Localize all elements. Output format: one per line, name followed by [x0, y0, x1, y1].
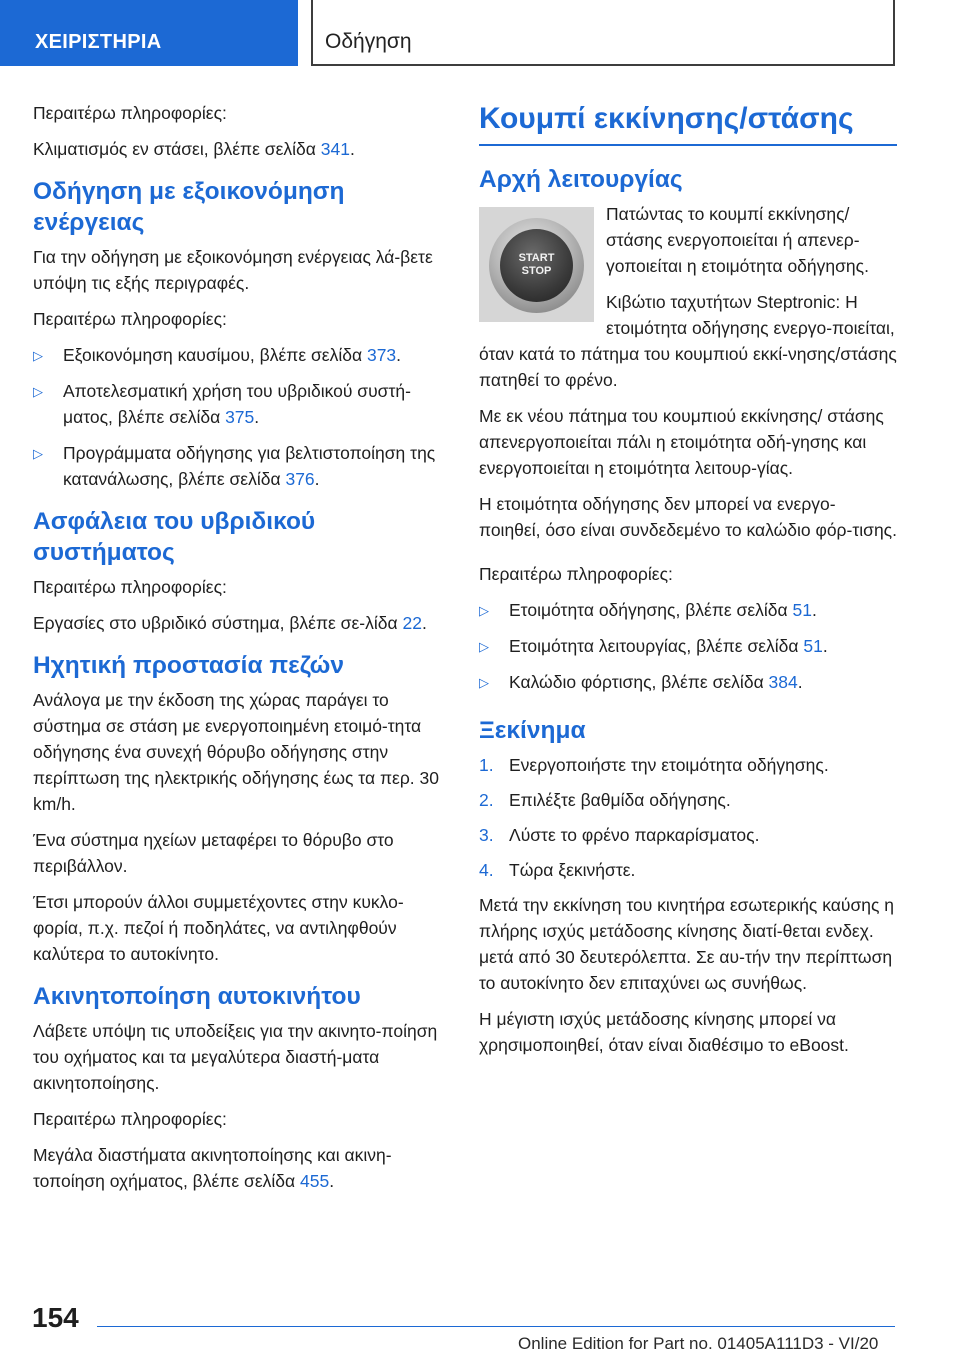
paragraph: Η ετοιμότητα οδήγησης δεν μπορεί να ενεργο-ποιηθεί, όσο είναι συνδεδεμένο το καλώδιο φόρ-τισης.: [479, 494, 897, 540]
paragraph: Η μέγιστη ισχύς μετάδοσης κίνησης μπορεί να χρησιμοποιηθεί, όταν είναι διαθέσιμο το eBoost.: [479, 1009, 849, 1055]
paragraph: Για την οδήγηση με εξοικονόμηση ενέργειας λά-βετε υπόψη τις εξής περιγραφές.: [33, 247, 433, 293]
page-ref-link[interactable]: 375: [225, 407, 255, 427]
page-ref-link[interactable]: 22: [402, 613, 422, 633]
right-column: [479, 100, 897, 1068]
step-item: 3. Λύστε το φρένο παρκαρίσματος.: [479, 825, 760, 845]
button-ring: [489, 218, 584, 313]
button-label-stop: STOP: [521, 265, 552, 277]
page-ref-link[interactable]: 51: [803, 636, 823, 656]
paragraph: Περαιτέρω πληροφορίες:: [33, 1109, 227, 1129]
paragraph: Έτσι μπορούν άλλοι συμμετέχοντες στην κυκλο-φορία, π.χ. πεζοί ή ποδηλάτες, να αντιληφθούν καλύτερα το αυτοκίνητο.: [33, 892, 404, 964]
chapter-title: Οδήγηση: [325, 30, 412, 53]
heading-eco-driving: Οδήγηση με εξοικονόμηση ενέργειας: [33, 178, 345, 236]
triangle-bullet-icon: ▷: [33, 348, 43, 363]
heading-launch: Ξεκίνημα: [479, 717, 586, 744]
triangle-bullet-icon: ▷: [479, 675, 489, 690]
left-column: [33, 100, 451, 1204]
heading-immobilisation: Ακινητοποίηση αυτοκινήτου: [33, 983, 361, 1010]
triangle-bullet-icon: ▷: [479, 639, 489, 654]
paragraph: Ανάλογα με την έκδοση της χώρας παράγει το σύστημα σε στάση με ενεργοποιημένη ετοιμό-τητα οδήγησης ένα συνεχή θόρυβο οδήγησης στην περίπτωση της ηλεκτρικής οδήγησης έως τα περ. 30 km/h.: [33, 690, 439, 814]
paragraph: Μεγάλα διαστήματα ακινητοποίησης και ακινη-τοποίηση οχήματος, βλέπε σελίδα 455.: [33, 1145, 392, 1191]
triangle-bullet-icon: ▷: [479, 603, 489, 618]
list-item: ▷ Εξοικονόμηση καυσίμου, βλέπε σελίδα 373.: [33, 342, 451, 368]
paragraph: Μετά την εκκίνηση του κινητήρα εσωτερικής καύσης η πλήρης ισχύς μετάδοσης κίνησης διατί-θεται ενδεχ. μετά από 30 δευτερόλεπτα. Σε αυ-τήν την περίπτωση το αυτοκίνητο δεν επιταχύνει ως συνήθως.: [479, 895, 895, 993]
footer-divider: [97, 1326, 895, 1327]
edition-text: Online Edition for Part no. 01405A111D3 - VI/20: [518, 1334, 879, 1353]
triangle-bullet-icon: ▷: [33, 384, 43, 399]
page-ref-link[interactable]: 376: [285, 469, 315, 489]
paragraph: Περαιτέρω πληροφορίες:: [33, 577, 227, 597]
paragraph: Εργασίες στο υβριδικό σύστημα, βλέπε σε-λίδα 22.: [33, 613, 427, 633]
button-label-start: START: [518, 252, 555, 264]
eco-ref-list: [33, 342, 451, 492]
heading-acoustic-protection: Ηχητική προστασία πεζών: [33, 652, 344, 679]
page-ref-link[interactable]: 341: [320, 139, 350, 159]
paragraph: Κιβώτιο ταχυτήτων Steptronic: Η ετοιμότητα οδήγησης ενεργο-ποιείται, όταν κατά το πάτημα του κουμπιού εκκί-νησης/στάσης πατηθεί το φρένο.: [479, 292, 897, 390]
heading-hybrid-safety: Ασφάλεια του υβριδικού συστήματος: [33, 508, 316, 566]
launch-steps: [479, 752, 897, 883]
paragraph: Με εκ νέου πάτημα του κουμπιού εκκίνησης/ στάσης απενεργοποιείται πάλι η ετοιμότητα οδή-γησης και ενεργοποιείται η ετοιμότητα λειτουρ-γίας.: [479, 406, 884, 478]
paragraph: Ένα σύστημα ηχείων μεταφέρει το θόρυβο στο περιβάλλον.: [33, 830, 394, 876]
heading-start-stop-button: Κουμπί εκκίνησης/στάσης: [479, 100, 897, 146]
list-item: ▷ Ετοιμότητα οδήγησης, βλέπε σελίδα 51.: [479, 597, 897, 623]
start-stop-button-image: [479, 207, 594, 322]
list-item: ▷ Αποτελεσματική χρήση του υβριδικού συστή-ματος, βλέπε σελίδα 375.: [33, 381, 411, 427]
paragraph: Περαιτέρω πληροφορίες:: [33, 103, 227, 123]
button-face: [500, 229, 573, 302]
list-item: ▷ Ετοιμότητα λειτουργίας, βλέπε σελίδα 51.: [479, 633, 897, 659]
paragraph: Περαιτέρω πληροφορίες:: [479, 564, 673, 584]
triangle-bullet-icon: ▷: [33, 446, 43, 461]
page-ref-link[interactable]: 384: [768, 672, 798, 692]
step-item: 4. Τώρα ξεκινήστε.: [479, 860, 636, 880]
paragraph: Πατώντας το κουμπί εκκίνησης/στάσης ενεργοποιείται ή απενερ-γοποιείται η ετοιμότητα οδήγησης.: [606, 204, 869, 276]
paragraph: Λάβετε υπόψη τις υποδείξεις για την ακινητο-ποίηση του οχήματος και τα μεγαλύτερα διαστή-ματα ακινητοποίησης.: [33, 1021, 438, 1093]
principle-ref-list: [479, 597, 897, 695]
step-item: 1. Ενεργοποιήστε την ετοιμότητα οδήγησης.: [479, 755, 829, 775]
list-item: ▷ Προγράμματα οδήγησης για βελτιστοποίηση της κατανάλωσης, βλέπε σελίδα 376.: [33, 443, 436, 489]
step-item: 2. Επιλέξτε βαθμίδα οδήγησης.: [479, 790, 731, 810]
page-ref-link[interactable]: 373: [366, 345, 397, 365]
page-number: 154: [32, 1302, 79, 1333]
section-tab: ΧΕΙΡΙΣΤΗΡΙΑ: [0, 0, 298, 66]
list-item: ▷ Καλώδιο φόρτισης, βλέπε σελίδα 384.: [479, 669, 897, 695]
heading-principle: Αρχή λειτουργίας: [479, 166, 683, 193]
page-ref-link[interactable]: 51: [792, 600, 812, 620]
page-ref-link[interactable]: 455: [299, 1171, 330, 1191]
paragraph: Κλιματισμός εν στάσει, βλέπε σελίδα 341.: [33, 139, 355, 159]
paragraph: Περαιτέρω πληροφορίες:: [33, 309, 227, 329]
